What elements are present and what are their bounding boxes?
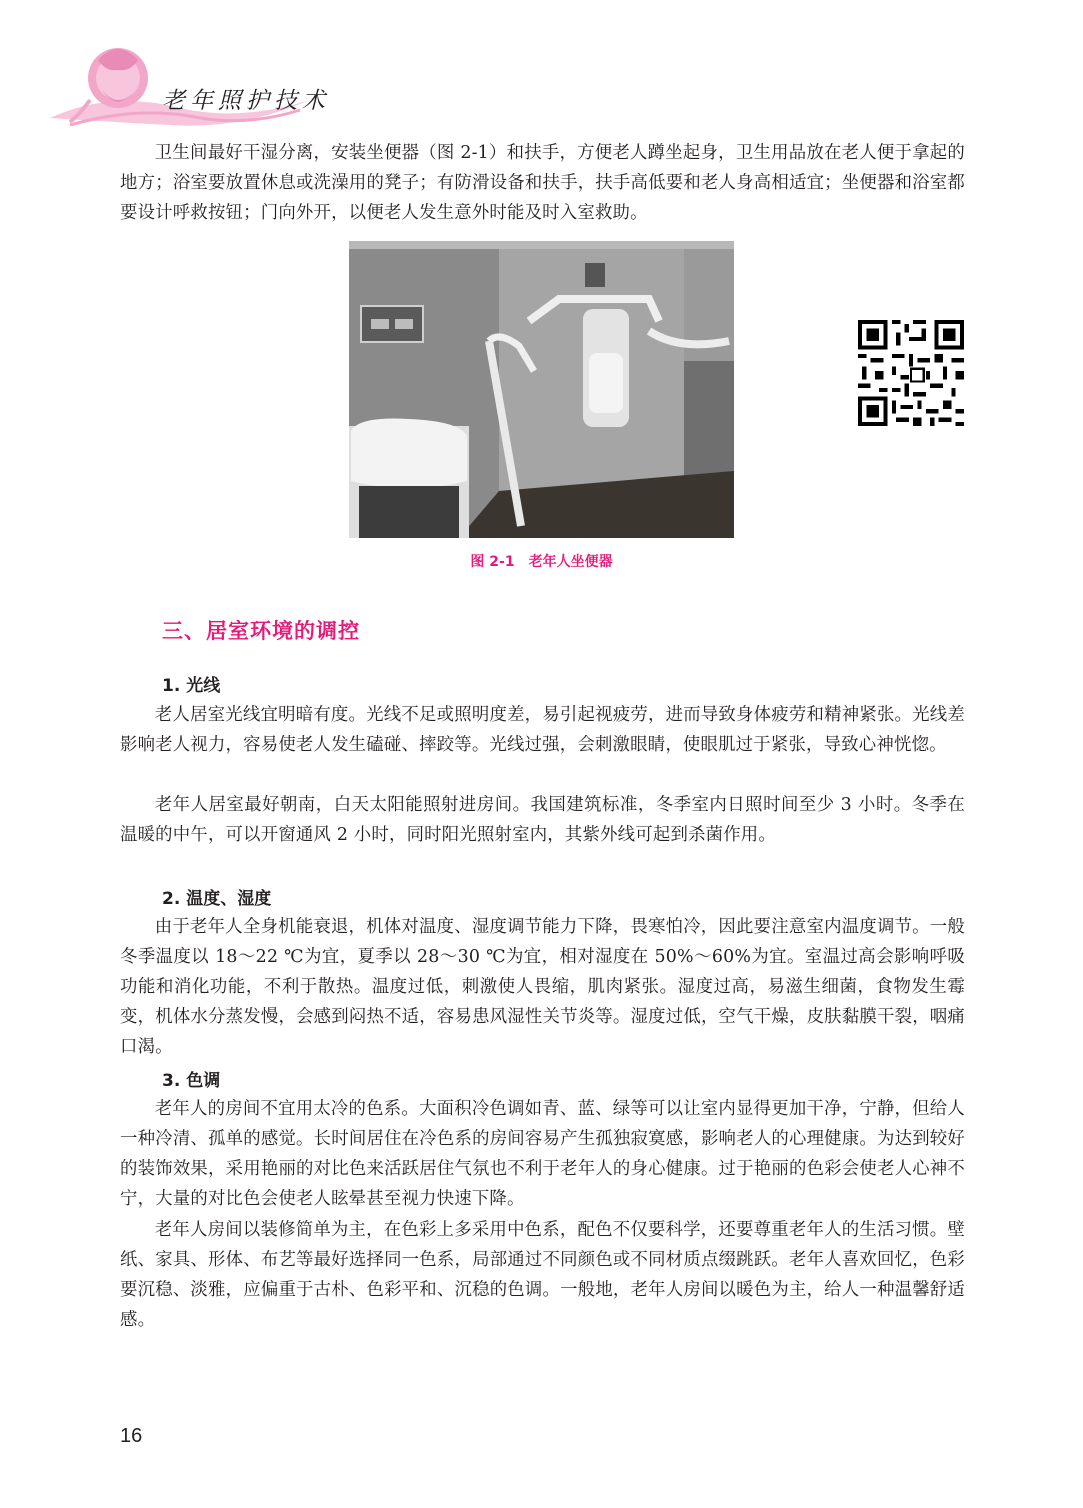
temperature-paragraph: 由于老年人全身机能衰退，机体对温度、湿度调节能力下降，畏寒怕冷，因此要注意室内温度调节。一般冬季温度以 18～22 ℃为宜，夏季以 28～30 ℃为宜，相对湿度在 50%～60%为宜。室温过高会影响呼吸功能和消化功能，不利于散热。温度过低，刺激使人畏缩，肌肉紧张。湿度过高，易滋生细菌，食物发生霉变，机体水分蒸发慢，会感到闷热不适，容易患风湿性关节炎等。湿度过低，空气干燥，皮肤黏膜干裂，咽痛口渴。 [120,917,965,1057]
toilet-photo [349,241,734,538]
color-paragraph-1: 老年人的房间不宜用太冷的色系。大面积冷色调如青、蓝、绿等可以让室内显得更加干净，宁静，但给人一种冷清、孤单的感觉。长时间居住在冷色系的房间容易产生孤独寂寞感，影响老人的心理健康。为达到较好的装饰效果，采用艳丽的对比色来活跃居住气氛也不利于老年人的身心健康。过于艳丽的色彩会使老人心神不宁，大量的对比色会使老人眩晕甚至视力快速下降。 [120,1099,965,1209]
subsection-title-color: 3. 色调 [162,1071,221,1091]
page-number: 16 [120,1425,143,1447]
light-paragraph-2: 老年人居室最好朝南，白天太阳能照射进房间。我国建筑标准，冬季室内日照时间至少 3 小时。冬季在温暖的中午，可以开窗通风 2 小时，同时阳光照射室内，其紫外线可起到杀菌作用。 [120,795,965,845]
header-logo [50,30,310,130]
qr-code[interactable] [858,320,964,426]
header-book-title: 老年照护技术 [162,88,330,114]
intro-paragraph: 卫生间最好干湿分离，安装坐便器（图 2-1）和扶手，方便老人蹲坐起身，卫生用品放在老人便于拿起的地方；浴室要放置休息或洗澡用的凳子；有防滑设备和扶手，扶手高低要和老人身高相适宜；坐便器和浴室都要设计呼救按钮；门向外开，以便老人发生意外时能及时入室救助。 [120,143,965,223]
subsection-title-light: 1. 光线 [162,676,221,696]
color-paragraph-2: 老年人房间以装修简单为主，在色彩上多采用中色系，配色不仅要科学，还要尊重老年人的生活习惯。壁纸、家具、形体、布艺等最好选择同一色系，局部通过不同颜色或不同材质点缀跳跃。老年人喜欢回忆，色彩要沉稳、淡雅，应偏重于古朴、色彩平和、沉稳的色调。一般地，老年人房间以暖色为主，给人一种温馨舒适感。 [120,1220,965,1330]
light-paragraph-1: 老人居室光线宜明暗有度。光线不足或照明度差，易引起视疲劳，进而导致身体疲劳和精神紧张。光线差影响老人视力，容易使老人发生磕碰、摔跤等。光线过强，会刺激眼睛，使眼肌过于紧张，导致心神恍惚。 [120,705,965,755]
subsection-title-temperature: 2. 温度、湿度 [162,889,272,909]
section-title: 三、居室环境的调控 [162,618,360,643]
figure-caption: 图 2-1 老年人坐便器 [470,554,613,570]
